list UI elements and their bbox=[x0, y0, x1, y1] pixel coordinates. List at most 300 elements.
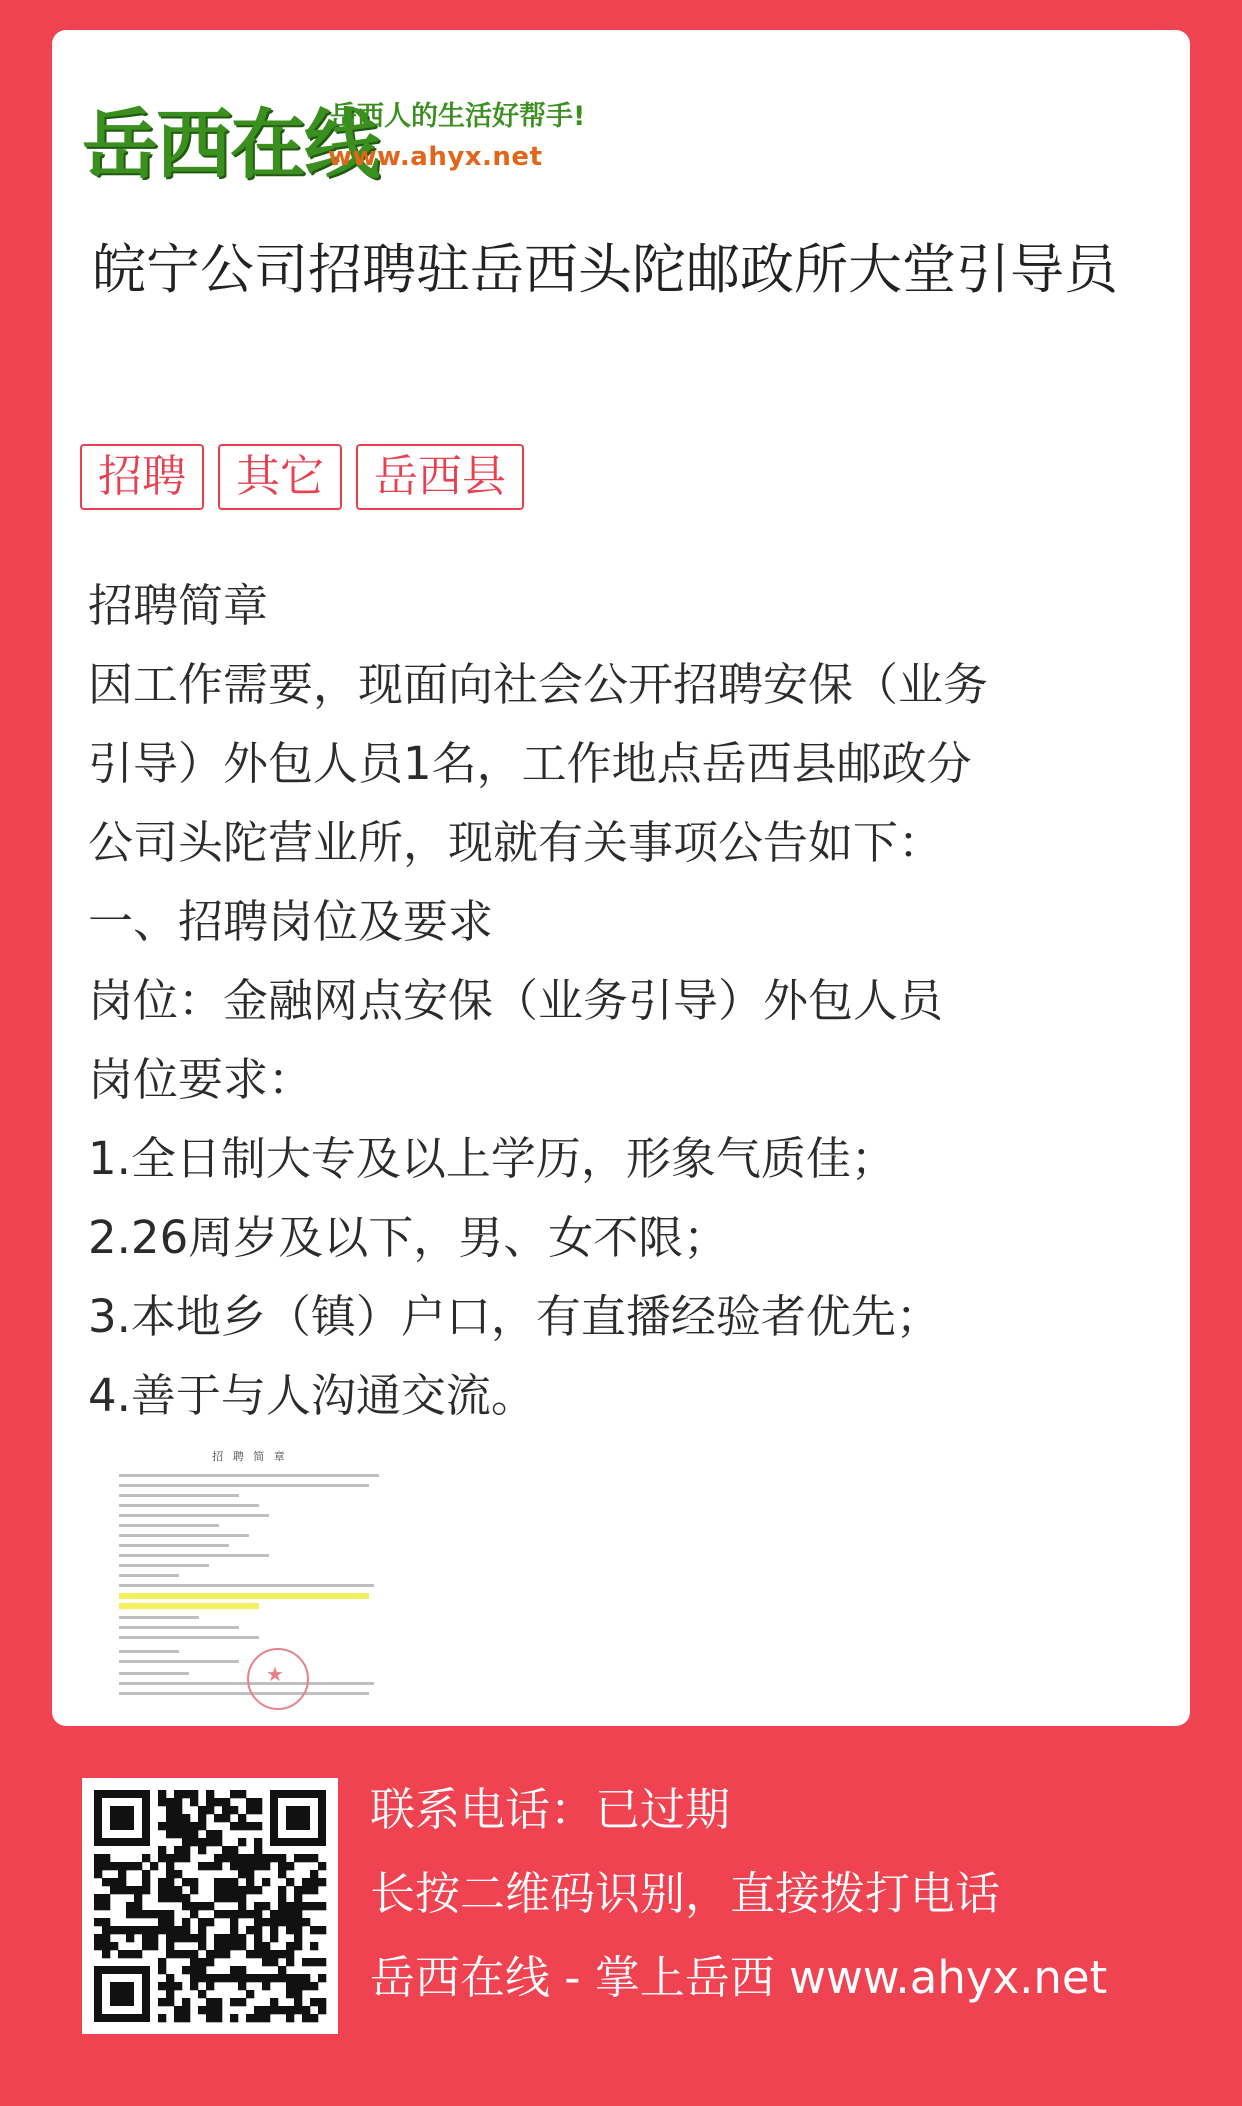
qr-module bbox=[94, 1894, 102, 1902]
qr-module bbox=[238, 1822, 246, 1830]
qr-module bbox=[302, 1958, 310, 1966]
qr-module bbox=[318, 1998, 326, 2006]
qr-module bbox=[254, 1974, 262, 1982]
qr-module bbox=[150, 1910, 158, 1918]
qr-module bbox=[158, 1886, 166, 1894]
qr-module bbox=[238, 1982, 246, 1990]
qr-module bbox=[198, 1806, 206, 1814]
qr-module bbox=[174, 1830, 182, 1838]
qr-module bbox=[102, 1934, 110, 1942]
qr-module bbox=[318, 1926, 326, 1934]
qr-module bbox=[254, 1798, 262, 1806]
qr-module bbox=[198, 2006, 206, 2014]
qr-module bbox=[270, 1998, 278, 2006]
qr-module bbox=[262, 1854, 270, 1862]
qr-module bbox=[166, 1990, 174, 1998]
qr-module bbox=[166, 1806, 174, 1814]
qr-module bbox=[158, 1894, 166, 1902]
qr-module bbox=[102, 1926, 110, 1934]
qr-module bbox=[174, 1798, 182, 1806]
qr-module bbox=[294, 1982, 302, 1990]
qr-module bbox=[238, 1854, 246, 1862]
qr-module bbox=[254, 1854, 262, 1862]
qr-module bbox=[110, 1878, 118, 1886]
body-line: 岗位要求： bbox=[88, 1053, 314, 1106]
qr-module bbox=[254, 2006, 262, 2014]
qr-module bbox=[102, 1918, 110, 1926]
qr-module bbox=[214, 2006, 222, 2014]
qr-module bbox=[222, 1910, 230, 1918]
qr-module bbox=[278, 1918, 286, 1926]
qr-module bbox=[94, 1854, 102, 1862]
qr-module bbox=[158, 1918, 166, 1926]
qr-module bbox=[310, 1854, 318, 1862]
qr-module bbox=[126, 1910, 134, 1918]
qr-module bbox=[102, 1942, 110, 1950]
qr-module bbox=[222, 1814, 230, 1822]
qr-module bbox=[222, 1934, 230, 1942]
qr-module bbox=[286, 1942, 294, 1950]
qr-module bbox=[102, 1862, 110, 1870]
qr-module bbox=[262, 1878, 270, 1886]
qr-module bbox=[198, 1942, 206, 1950]
qr-module bbox=[134, 1894, 142, 1902]
qr-module bbox=[270, 1934, 278, 1942]
thumbnail-text-line bbox=[119, 1626, 239, 1629]
qr-module bbox=[294, 1998, 302, 2006]
logo-url: www.ahyx.net bbox=[328, 142, 543, 172]
qr-module bbox=[318, 1902, 326, 1910]
qr-module bbox=[222, 1894, 230, 1902]
thumbnail-highlight bbox=[119, 1593, 369, 1599]
document-thumbnail[interactable] bbox=[99, 1440, 401, 1725]
qr-module bbox=[118, 1950, 126, 1958]
qr-module bbox=[174, 1814, 182, 1822]
qr-module bbox=[222, 1846, 230, 1854]
qr-module bbox=[142, 1854, 150, 1862]
qr-module bbox=[238, 1942, 246, 1950]
qr-module bbox=[310, 1926, 318, 1934]
qr-module bbox=[286, 1918, 294, 1926]
qr-module bbox=[166, 1862, 174, 1870]
qr-module bbox=[158, 1878, 166, 1886]
qr-module bbox=[214, 1814, 222, 1822]
qr-module bbox=[206, 1982, 214, 1990]
qr-module bbox=[182, 1814, 190, 1822]
qr-module bbox=[246, 1974, 254, 1982]
qr-module bbox=[94, 1902, 102, 1910]
qr-module bbox=[254, 1926, 262, 1934]
qr-module bbox=[118, 1870, 126, 1878]
qr-module bbox=[102, 1950, 110, 1958]
qr-module bbox=[278, 1886, 286, 1894]
qr-module bbox=[278, 2006, 286, 2014]
qr-module bbox=[230, 1998, 238, 2006]
thumbnail-text-line bbox=[119, 1672, 189, 1675]
qr-module bbox=[198, 1902, 206, 1910]
thumbnail-text-line bbox=[119, 1504, 259, 1507]
tag-other[interactable]: 其它 bbox=[218, 444, 342, 510]
qr-module bbox=[294, 1918, 302, 1926]
qr-module bbox=[310, 1982, 318, 1990]
qr-module bbox=[198, 1822, 206, 1830]
qr-module bbox=[174, 1870, 182, 1878]
qr-module bbox=[310, 1886, 318, 1894]
qr-module bbox=[174, 1854, 182, 1862]
qr-module bbox=[166, 1926, 174, 1934]
thumbnail-text-line bbox=[119, 1484, 369, 1487]
qr-module bbox=[142, 1870, 150, 1878]
qr-module bbox=[294, 1902, 302, 1910]
qr-module bbox=[222, 1974, 230, 1982]
qr-module bbox=[126, 1950, 134, 1958]
qr-module bbox=[134, 1910, 142, 1918]
qr-module bbox=[134, 1902, 142, 1910]
qr-module bbox=[126, 1926, 134, 1934]
qr-module bbox=[318, 1878, 326, 1886]
qr-module bbox=[286, 2006, 294, 2014]
qr-module bbox=[254, 1942, 262, 1950]
qr-finder-pattern bbox=[110, 1982, 134, 2006]
qr-module bbox=[158, 1910, 166, 1918]
qr-module bbox=[230, 1846, 238, 1854]
qr-module bbox=[198, 1918, 206, 1926]
qr-module bbox=[198, 1814, 206, 1822]
qr-module bbox=[190, 1950, 198, 1958]
qr-module bbox=[278, 1966, 286, 1974]
site-logo[interactable] bbox=[82, 72, 602, 192]
qr-module bbox=[262, 2006, 270, 2014]
qr-module bbox=[214, 1798, 222, 1806]
qr-module bbox=[286, 1958, 294, 1966]
qr-module bbox=[254, 2014, 262, 2022]
qr-module bbox=[110, 1862, 118, 1870]
qr-module bbox=[222, 1806, 230, 1814]
qr-module bbox=[302, 1982, 310, 1990]
thumbnail-text-line bbox=[119, 1650, 179, 1653]
qr-module bbox=[166, 1830, 174, 1838]
qr-module bbox=[270, 1910, 278, 1918]
qr-module bbox=[182, 1950, 190, 1958]
qr-module bbox=[230, 1942, 238, 1950]
qr-module bbox=[174, 1806, 182, 1814]
qr-module bbox=[302, 1918, 310, 1926]
qr-module bbox=[166, 1910, 174, 1918]
qr-module bbox=[150, 1942, 158, 1950]
qr-module bbox=[294, 1894, 302, 1902]
qr-module bbox=[214, 1934, 222, 1942]
qr-module bbox=[262, 1862, 270, 1870]
qr-module bbox=[230, 1854, 238, 1862]
qr-module bbox=[174, 2006, 182, 2014]
qr-module bbox=[158, 1854, 166, 1862]
qr-module bbox=[286, 1982, 294, 1990]
qr-module bbox=[230, 1966, 238, 1974]
qr-hint: 长按二维码识别，直接拨打电话 bbox=[370, 1867, 1001, 1920]
qr-module bbox=[254, 1910, 262, 1918]
qr-module bbox=[214, 1974, 222, 1982]
logo-main-text: 岳西在线 bbox=[82, 100, 378, 189]
qr-finder-pattern bbox=[286, 1806, 310, 1830]
qr-module bbox=[214, 2014, 222, 2022]
qr-module bbox=[230, 2014, 238, 2022]
qr-module bbox=[158, 2014, 166, 2022]
qr-module bbox=[94, 1942, 102, 1950]
qr-module bbox=[254, 1950, 262, 1958]
thumbnail-text-line bbox=[119, 1474, 379, 1477]
qr-module bbox=[214, 1998, 222, 2006]
qr-module bbox=[294, 1886, 302, 1894]
qr-module bbox=[142, 1886, 150, 1894]
qr-module bbox=[158, 1982, 166, 1990]
qr-module bbox=[294, 1974, 302, 1982]
qr-module bbox=[286, 1950, 294, 1958]
qr-module bbox=[230, 1974, 238, 1982]
qr-module bbox=[262, 1902, 270, 1910]
qr-module bbox=[294, 1854, 302, 1862]
qr-module bbox=[286, 1926, 294, 1934]
qr-module bbox=[222, 1886, 230, 1894]
page-title: 皖宁公司招聘驻岳西头陀邮政所大堂引导员 bbox=[92, 238, 1118, 301]
qr-module bbox=[214, 1878, 222, 1886]
qr-module bbox=[134, 1886, 142, 1894]
qr-module bbox=[238, 1902, 246, 1910]
qr-module bbox=[134, 1950, 142, 1958]
thumbnail-text-line bbox=[119, 1584, 374, 1587]
qr-module bbox=[302, 1974, 310, 1982]
qr-module bbox=[302, 1854, 310, 1862]
qr-module bbox=[190, 1982, 198, 1990]
qr-module bbox=[190, 1974, 198, 1982]
qr-module bbox=[246, 1926, 254, 1934]
qr-module bbox=[166, 1822, 174, 1830]
qr-module bbox=[254, 1862, 262, 1870]
qr-module bbox=[254, 1846, 262, 1854]
qr-module bbox=[182, 1854, 190, 1862]
qr-module bbox=[230, 1862, 238, 1870]
qr-module bbox=[158, 1822, 166, 1830]
qr-module bbox=[182, 1822, 190, 1830]
qr-module bbox=[246, 1886, 254, 1894]
qr-module bbox=[254, 1806, 262, 1814]
qr-module bbox=[182, 1838, 190, 1846]
qr-module bbox=[262, 1950, 270, 1958]
thumbnail-text-line bbox=[119, 1616, 199, 1619]
qr-module bbox=[118, 1926, 126, 1934]
qr-module bbox=[278, 1894, 286, 1902]
qr-module bbox=[254, 1822, 262, 1830]
logo-slogan: 岳西人的生活好帮手! bbox=[330, 101, 586, 132]
qr-module bbox=[206, 1950, 214, 1958]
qr-module bbox=[94, 1870, 102, 1878]
qr-module bbox=[262, 1942, 270, 1950]
qr-module bbox=[166, 1934, 174, 1942]
qr-module bbox=[262, 1958, 270, 1966]
qr-module bbox=[214, 1854, 222, 1862]
thumbnail-text-line bbox=[119, 1692, 369, 1695]
qr-module bbox=[190, 1790, 198, 1798]
qr-module bbox=[246, 1822, 254, 1830]
qr-module bbox=[230, 1934, 238, 1942]
qr-module bbox=[166, 1798, 174, 1806]
qr-module bbox=[206, 1806, 214, 1814]
qr-module bbox=[246, 1854, 254, 1862]
qr-module bbox=[174, 1846, 182, 1854]
requirement-item: 4.善于与人沟通交流。 bbox=[88, 1369, 536, 1422]
body-line: 引导）外包人员1名，工作地点岳西县邮政分 bbox=[88, 737, 972, 790]
qr-module bbox=[158, 1958, 166, 1966]
qr-module bbox=[286, 1990, 294, 1998]
thumbnail-text-line bbox=[119, 1524, 219, 1527]
qr-module bbox=[182, 1998, 190, 2006]
tag-recruit[interactable]: 招聘 bbox=[80, 444, 204, 510]
qr-module bbox=[206, 1958, 214, 1966]
qr-module bbox=[278, 1910, 286, 1918]
qr-module bbox=[166, 1854, 174, 1862]
qr-code-icon[interactable] bbox=[82, 1778, 338, 2034]
qr-module bbox=[286, 2014, 294, 2022]
qr-module bbox=[230, 1806, 238, 1814]
qr-module bbox=[270, 2006, 278, 2014]
qr-module bbox=[198, 1990, 206, 1998]
stamp-star-icon: ★ bbox=[266, 1662, 284, 1686]
qr-module bbox=[270, 1958, 278, 1966]
qr-module bbox=[166, 1998, 174, 2006]
qr-module bbox=[158, 1926, 166, 1934]
qr-module bbox=[270, 1950, 278, 1958]
qr-module bbox=[166, 1814, 174, 1822]
qr-module bbox=[286, 1902, 294, 1910]
qr-module bbox=[238, 1862, 246, 1870]
qr-module bbox=[174, 1950, 182, 1958]
qr-module bbox=[182, 1934, 190, 1942]
qr-module bbox=[150, 1862, 158, 1870]
footer-info bbox=[370, 1768, 1107, 2020]
qr-module bbox=[270, 1918, 278, 1926]
qr-module bbox=[262, 2014, 270, 2022]
qr-module bbox=[118, 1886, 126, 1894]
qr-module bbox=[182, 2006, 190, 2014]
qr-module bbox=[94, 1934, 102, 1942]
contact-phone: 联系电话：已过期 bbox=[370, 1783, 731, 1836]
qr-module bbox=[310, 1902, 318, 1910]
qr-module bbox=[238, 1910, 246, 1918]
qr-module bbox=[294, 1934, 302, 1942]
qr-module bbox=[246, 1950, 254, 1958]
qr-module bbox=[174, 1894, 182, 1902]
body-line: 公司头陀营业所，现就有关事项公告如下： bbox=[88, 816, 944, 869]
qr-module bbox=[190, 1966, 198, 1974]
qr-module bbox=[198, 1958, 206, 1966]
qr-module bbox=[190, 1886, 198, 1894]
thumbnail-text-line bbox=[119, 1544, 229, 1547]
qr-module bbox=[126, 1886, 134, 1894]
qr-module bbox=[222, 1942, 230, 1950]
qr-module bbox=[150, 1934, 158, 1942]
qr-module bbox=[142, 1910, 150, 1918]
qr-module bbox=[174, 1886, 182, 1894]
qr-module bbox=[262, 1982, 270, 1990]
qr-module bbox=[190, 1830, 198, 1838]
qr-module bbox=[270, 1926, 278, 1934]
site-link[interactable]: 岳西在线 - 掌上岳西 www.ahyx.net bbox=[370, 1951, 1108, 2004]
qr-module bbox=[270, 1974, 278, 1982]
qr-module bbox=[206, 1918, 214, 1926]
qr-module bbox=[190, 1902, 198, 1910]
qr-module bbox=[318, 1974, 326, 1982]
qr-module bbox=[310, 1870, 318, 1878]
qr-module bbox=[286, 1862, 294, 1870]
qr-module bbox=[110, 1926, 118, 1934]
qr-module bbox=[214, 1950, 222, 1958]
qr-module bbox=[230, 1878, 238, 1886]
article-body bbox=[88, 566, 1168, 1435]
qr-module bbox=[270, 1854, 278, 1862]
qr-module bbox=[134, 1926, 142, 1934]
qr-module bbox=[190, 1910, 198, 1918]
qr-module bbox=[254, 1918, 262, 1926]
qr-module bbox=[198, 1974, 206, 1982]
qr-module bbox=[214, 1910, 222, 1918]
qr-module bbox=[198, 1934, 206, 1942]
qr-module bbox=[222, 1878, 230, 1886]
qr-module bbox=[166, 1974, 174, 1982]
qr-module bbox=[174, 1926, 182, 1934]
qr-module bbox=[214, 1886, 222, 1894]
thumbnail-text-line bbox=[119, 1494, 239, 1497]
qr-module bbox=[294, 1926, 302, 1934]
qr-module bbox=[206, 1798, 214, 1806]
footer-bar bbox=[0, 1726, 1242, 2106]
qr-module bbox=[246, 1990, 254, 1998]
qr-module bbox=[126, 1902, 134, 1910]
qr-module bbox=[166, 1878, 174, 1886]
qr-module bbox=[294, 1990, 302, 1998]
qr-module bbox=[286, 1974, 294, 1982]
qr-module bbox=[182, 1846, 190, 1854]
qr-module bbox=[230, 1886, 238, 1894]
qr-module bbox=[190, 1838, 198, 1846]
qr-module bbox=[198, 1966, 206, 1974]
qr-module bbox=[230, 1822, 238, 1830]
qr-module bbox=[278, 1870, 286, 1878]
qr-module bbox=[286, 1878, 294, 1886]
requirement-item: 1.全日制大专及以上学历，形象气质佳； bbox=[88, 1132, 896, 1185]
body-line: 岗位：金融网点安保（业务引导）外包人员 bbox=[88, 974, 944, 1027]
qr-module bbox=[190, 1934, 198, 1942]
qr-module bbox=[158, 1790, 166, 1798]
qr-module bbox=[246, 1870, 254, 1878]
qr-module bbox=[254, 1902, 262, 1910]
qr-module bbox=[182, 1926, 190, 1934]
tag-county[interactable]: 岳西县 bbox=[356, 444, 524, 510]
qr-module bbox=[246, 1910, 254, 1918]
qr-module bbox=[222, 1798, 230, 1806]
qr-module bbox=[302, 2014, 310, 2022]
qr-module bbox=[310, 1958, 318, 1966]
qr-module bbox=[238, 1934, 246, 1942]
qr-module bbox=[238, 1838, 246, 1846]
qr-module bbox=[206, 2006, 214, 2014]
qr-module bbox=[286, 1910, 294, 1918]
qr-module bbox=[206, 1998, 214, 2006]
thumbnail-text-line bbox=[119, 1534, 249, 1537]
qr-module bbox=[102, 1854, 110, 1862]
qr-module bbox=[174, 1790, 182, 1798]
thumbnail-text-line bbox=[119, 1636, 259, 1639]
qr-module bbox=[318, 1958, 326, 1966]
body-line: 因工作需要，现面向社会公开招聘安保（业务 bbox=[88, 658, 989, 711]
